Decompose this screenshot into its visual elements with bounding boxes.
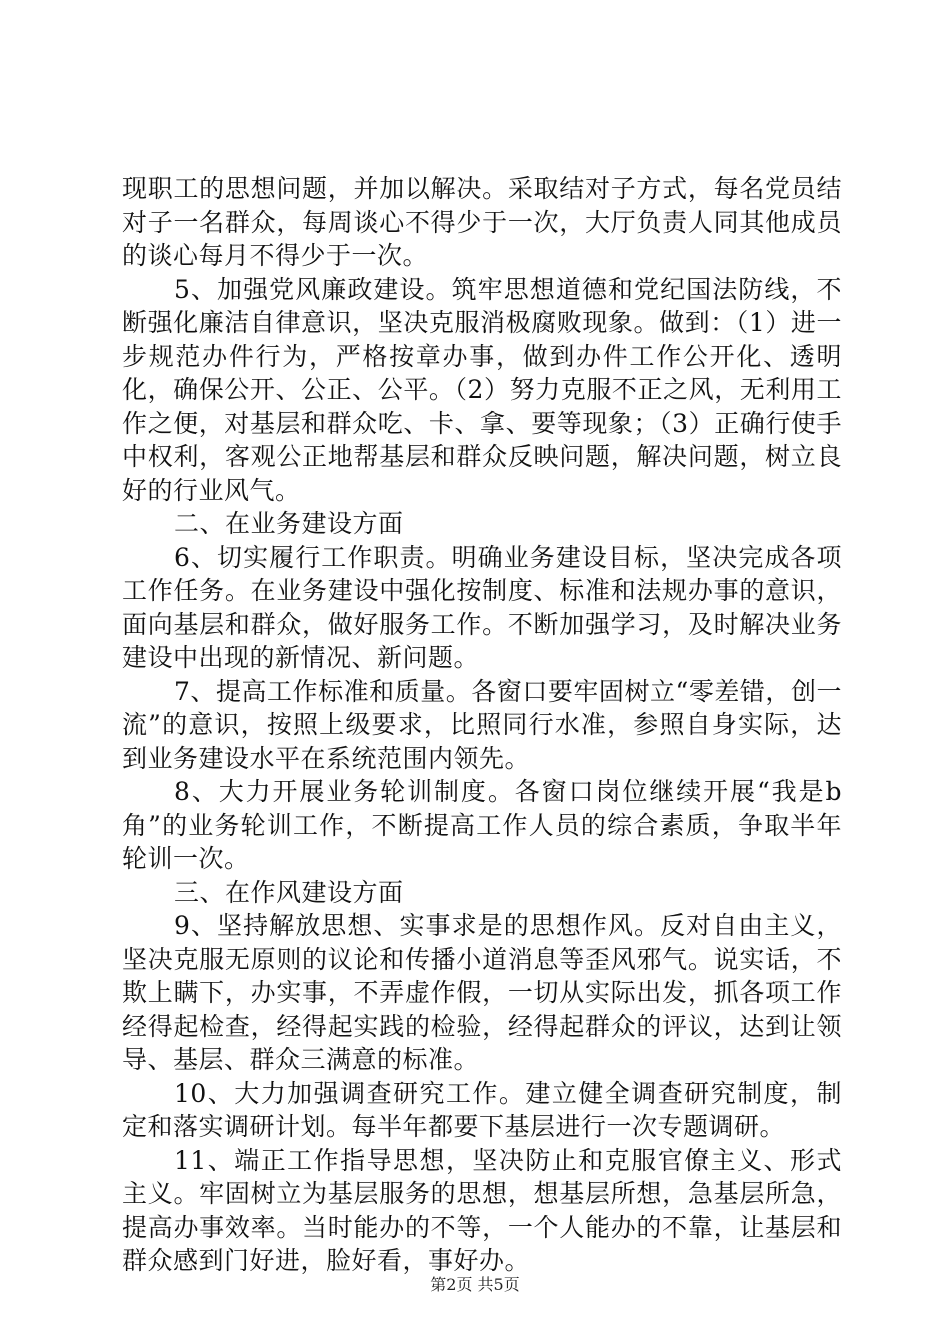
paragraph-item-6: 6、切实履行工作职责。明确业务建设目标，坚决完成各项工作任务。在业务建设中强化按制度、标准和法规办事的意识，面向基层和群众，做好服务工作。不断加强学习，及时解决业务建设中出现的新情况、新问题。 xyxy=(122,542,842,672)
paragraph-item-7: 7、提高工作标准和质量。各窗口要牢固树立“零差错，创一流”的意识，按照上级要求，比照同行水准，参照自身实际，达到业务建设水平在系统范围内领先。 xyxy=(122,676,842,773)
paragraph-item-10: 10、大力加强调查研究工作。建立健全调查研究制度，制定和落实调研计划。每半年都要下基层进行一次专题调研。 xyxy=(122,1078,842,1141)
paragraph-item-9: 9、坚持解放思想、实事求是的思想作风。反对自由主义，坚决克服无原则的议论和传播小道消息等歪风邪气。说实话，不欺上瞒下，办实事，不弄虚作假，一切从实际出发，抓各项工作经得起检查，经得起实践的检验，经得起群众的评议，达到让领导、基层、群众三满意的标准。 xyxy=(122,911,842,1074)
paragraph-item-5: 5、加强党风廉政建设。筑牢思想道德和党纪国法防线，不断强化廉洁自律意识，坚决克服消极腐败现象。做到：（1）进一步规范办件行为，严格按章办事，做到办件工作公开化、透明化，确保公开、公正、公平。（2）努力克服不正之风，无利用工作之便，对基层和群众吃、卡、拿、要等现象；（3）正确行使手中权利，客观公正地帮基层和群众反映问题，解决问题，树立良好的行业风气。 xyxy=(122,274,842,505)
paragraph-item-11: 11、端正工作指导思想，坚决防止和克服官僚主义、形式主义。牢固树立为基层服务的思想，想基层所想，急基层所急，提高办事效率。当时能办的不等，一个人能办的不靠，让基层和群众感到门好进，脸好看，事好办。 xyxy=(122,1145,842,1275)
paragraph-continuation: 现职工的思想问题，并加以解决。采取结对子方式，每名党员结对子一名群众，每周谈心不得少于一次，大厅负责人同其他成员的谈心每月不得少于一次。 xyxy=(122,174,842,270)
section-heading-style: 三、在作风建设方面 xyxy=(174,877,404,907)
document-body xyxy=(122,172,842,1278)
section-heading-business: 二、在业务建设方面 xyxy=(174,509,404,538)
paragraph-item-8: 8、大力开展业务轮训制度。各窗口岗位继续开展“我是b角”的业务轮训工作，不断提高工作人员的综合素质，争取半年轮训一次。 xyxy=(122,777,842,873)
page-number-footer: 第2页 共5页 xyxy=(430,1275,520,1294)
